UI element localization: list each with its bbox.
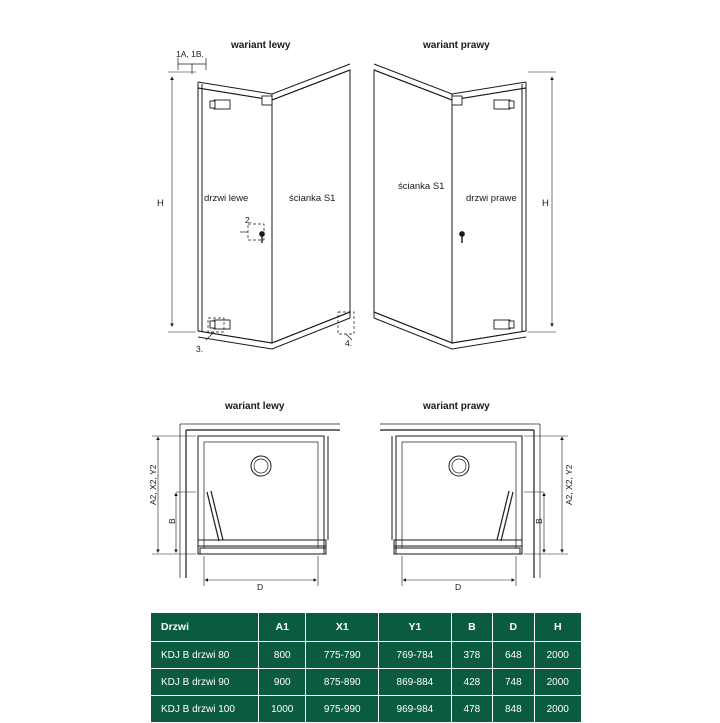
cell-b: 478 bbox=[451, 696, 492, 723]
bottom-left-wall bbox=[186, 430, 340, 578]
top-left-hinge-upper bbox=[210, 100, 230, 109]
top-left-door-panel bbox=[198, 88, 272, 343]
top-right-3d-view bbox=[374, 64, 556, 349]
cell-x1: 775-790 bbox=[306, 642, 379, 669]
bottom-left-drain bbox=[251, 456, 271, 476]
dim-a2x2y2-left: A2, X2, Y2 bbox=[148, 464, 158, 505]
top-left-hinge-lower bbox=[210, 320, 230, 329]
cell-d: 748 bbox=[493, 669, 534, 696]
cell-a1: 800 bbox=[259, 642, 306, 669]
cell-y1: 969-984 bbox=[379, 696, 452, 723]
callout-3: 3. bbox=[196, 344, 204, 354]
title-top-left: wariant lewy bbox=[231, 40, 291, 51]
bottom-left-plan-view bbox=[152, 424, 340, 586]
cell-b: 378 bbox=[451, 642, 492, 669]
cell-b: 428 bbox=[451, 669, 492, 696]
cell-h: 2000 bbox=[534, 642, 581, 669]
bottom-left-bottom-profiles bbox=[198, 540, 326, 554]
cell-y1: 869-884 bbox=[379, 669, 452, 696]
cell-d: 848 bbox=[493, 696, 534, 723]
bottom-right-dimensions bbox=[402, 436, 568, 586]
table-row bbox=[151, 696, 582, 723]
dim-h-left: H bbox=[157, 198, 164, 209]
bottom-left-dimensions bbox=[152, 436, 318, 586]
cell-x1: 975-990 bbox=[306, 696, 379, 723]
title-bottom-left: wariant lewy bbox=[225, 401, 285, 412]
bottom-right-drain bbox=[449, 456, 469, 476]
bottom-left-side-panel bbox=[324, 436, 328, 540]
table-header-row bbox=[151, 613, 582, 642]
cell-a1: 1000 bbox=[259, 696, 306, 723]
table-row bbox=[151, 669, 582, 696]
dim-b-left: B bbox=[167, 518, 177, 524]
bottom-right-plan-view bbox=[380, 424, 568, 586]
bottom-left-shower-tray bbox=[198, 436, 324, 554]
header-h: H bbox=[534, 613, 581, 642]
header-y1: Y1 bbox=[379, 613, 452, 642]
dim-d-left: D bbox=[257, 582, 264, 592]
top-left-callout-bracket bbox=[178, 58, 206, 74]
label-drzwi-lewe: drzwi lewe bbox=[204, 193, 249, 204]
spec-table bbox=[150, 612, 582, 723]
top-right-wall-bracket bbox=[452, 96, 462, 105]
cell-h: 2000 bbox=[534, 669, 581, 696]
bottom-right-door-swing bbox=[497, 491, 513, 541]
spec-table-body bbox=[151, 642, 582, 723]
bottom-right-shower-tray bbox=[396, 436, 522, 554]
cell-name: KDJ B drzwi 90 bbox=[151, 669, 259, 696]
label-scianka-s1-right: ścianka S1 bbox=[398, 181, 445, 192]
top-left-wall-bracket bbox=[262, 96, 272, 105]
cell-name: KDJ B drzwi 100 bbox=[151, 696, 259, 723]
cell-h: 2000 bbox=[534, 696, 581, 723]
label-drzwi-prawe: drzwi prawe bbox=[466, 193, 517, 204]
cell-a1: 900 bbox=[259, 669, 306, 696]
callout-1a-1b: 1A, 1B. bbox=[176, 49, 204, 59]
top-left-dimension-lines bbox=[168, 72, 196, 332]
dim-d-right: D bbox=[455, 582, 462, 592]
top-right-door-panel bbox=[452, 88, 526, 343]
bottom-right-bottom-profiles bbox=[394, 540, 522, 554]
callout-4: 4. bbox=[345, 338, 353, 348]
cell-name: KDJ B drzwi 80 bbox=[151, 642, 259, 669]
table-row bbox=[151, 642, 582, 669]
cell-d: 648 bbox=[493, 642, 534, 669]
dim-b-right: B bbox=[534, 518, 544, 524]
label-scianka-s1-left: ścianka S1 bbox=[289, 193, 336, 204]
title-bottom-right: wariant prawy bbox=[423, 401, 490, 412]
bottom-right-side-panel bbox=[392, 436, 396, 540]
header-b: B bbox=[451, 613, 492, 642]
spec-table-head bbox=[151, 613, 582, 642]
dim-h-right: H bbox=[542, 198, 549, 209]
cell-x1: 875-890 bbox=[306, 669, 379, 696]
callout-2: 2. bbox=[245, 215, 253, 225]
top-right-side-wall-panel bbox=[374, 70, 452, 343]
title-top-right: wariant prawy bbox=[423, 40, 490, 51]
header-a1: A1 bbox=[259, 613, 306, 642]
top-right-hinge-upper bbox=[494, 100, 514, 109]
top-left-side-wall-panel bbox=[272, 70, 350, 343]
bottom-left-door-swing bbox=[207, 491, 223, 541]
dim-a2x2y2-right: A2, X2, Y2 bbox=[564, 464, 574, 505]
spec-table-wrap bbox=[150, 612, 582, 723]
cell-y1: 769-784 bbox=[379, 642, 452, 669]
header-drzwi: Drzwi bbox=[151, 613, 259, 642]
bottom-right-wall bbox=[380, 430, 534, 578]
top-right-hinge-lower bbox=[494, 320, 514, 329]
header-x1: X1 bbox=[306, 613, 379, 642]
header-d: D bbox=[493, 613, 534, 642]
